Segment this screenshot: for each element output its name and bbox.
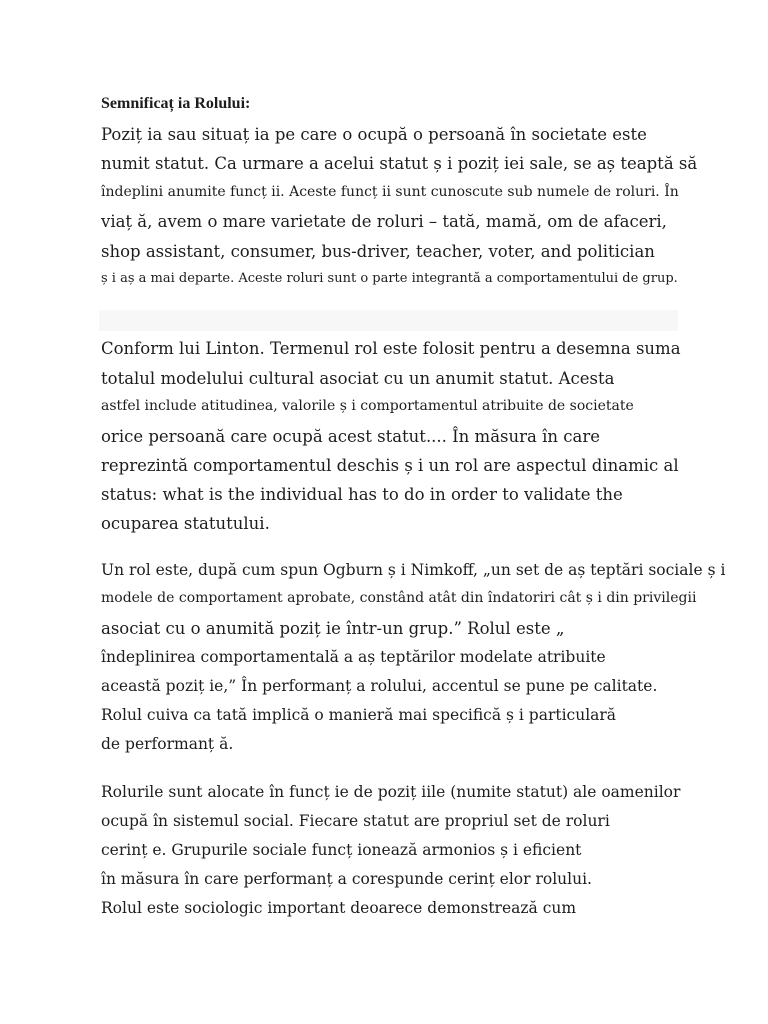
paragraph-4-line-3: cerinț e. Grupurile sociale funcț ionează armonios ș i eficient: [101, 841, 582, 859]
paragraph-1-line-5: shop assistant, consumer, bus-driver, teacher, voter, and politician: [101, 242, 655, 261]
paragraph-2-line-5: reprezintă comportamentul deschis ș i un rol are aspectul dinamic al: [101, 456, 679, 475]
paragraph-3-line-2: modele de comportament aprobate, constând atât din îndatoriri cât ș i din privilegii: [101, 590, 697, 606]
paragraph-3-line-4: îndeplinirea comportamentală a aș teptărilor modelate atribuite: [101, 648, 606, 666]
paragraph-2-line-1: Conform lui Linton. Termenul rol este folosit pentru a desemna suma: [101, 339, 681, 358]
paragraph-1-line-3: îndeplini anumite funcț ii. Aceste funcț ii sunt cunoscute sub numele de roluri. În: [101, 184, 679, 200]
paragraph-1-line-2: numit statut. Ca urmare a acelui statut ș i poziț iei sale, se aș teaptă să: [101, 154, 698, 173]
page-title: Semnificaț ia Rolului:: [101, 95, 251, 112]
paragraph-4-line-5: Rolul este sociologic important deoarece demonstrează cum: [101, 899, 577, 917]
paragraph-2-line-3: astfel include atitudinea, valorile ș i comportamentul atribuite de societate: [101, 398, 634, 414]
paragraph-4-line-4: în măsura în care performanț a corespunde cerinț elor rolului.: [101, 870, 592, 888]
paragraph-1-line-1: Poziț ia sau situaț ia pe care o ocupă o persoană în societate este: [101, 125, 647, 144]
paragraph-4-line-2: ocupă în sistemul social. Fiecare statut are propriul set de roluri: [101, 812, 610, 830]
paragraph-2-line-2: totalul modelului cultural asociat cu un anumit statut. Acesta: [101, 369, 615, 388]
paragraph-1-line-4: viaț ă, avem o mare varietate de roluri – tată, mamă, om de afaceri,: [101, 212, 667, 231]
paragraph-3-line-5: această poziț ie,” În performanț a rolului, accentul se pune pe calitate.: [101, 677, 658, 695]
paragraph-4-line-1: Rolurile sunt alocate în funcț ie de poziț iile (numite statut) ale oamenilor: [101, 783, 681, 801]
paragraph-3-line-1: Un rol este, după cum spun Ogburn ș i Nimkoff, „un set de aș teptări sociale ș i: [101, 561, 726, 579]
paragraph-3-line-6: Rolul cuiva ca tată implică o manieră mai specifică ș i particulară: [101, 706, 617, 724]
paragraph-2-line-7: ocuparea statutului.: [101, 514, 270, 533]
paragraph-3-line-7: de performanț ă.: [101, 735, 234, 753]
paragraph-2-line-6: status: what is the individual has to do in order to validate the: [101, 485, 623, 504]
paragraph-3-line-3: asociat cu o anumită poziț ie într-un grup.” Rolul este „: [101, 619, 565, 638]
paragraph-1-line-6: ș i aș a mai departe. Aceste roluri sunt o parte integrantă a comportamentului de grup.: [101, 271, 678, 286]
divider-band: [99, 310, 678, 331]
paragraph-2-line-4: orice persoană care ocupă acest statut.... În măsura în care: [101, 427, 600, 446]
